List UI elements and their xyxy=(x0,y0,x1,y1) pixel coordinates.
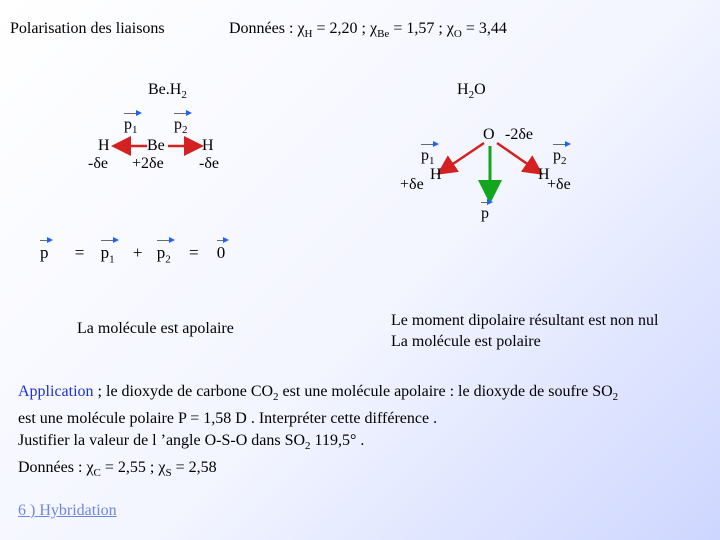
h2o-charge-right: +δe xyxy=(547,176,571,193)
h2o-h-right: H xyxy=(538,166,550,183)
h2o-o: O xyxy=(483,126,495,143)
application-label: Application xyxy=(18,383,94,400)
h2o-p-label: p xyxy=(481,205,489,222)
h2o-dipole-arrow-left xyxy=(441,143,484,172)
beh2-h-left: H xyxy=(98,137,110,154)
h2o-p1-label: $p_1$ xyxy=(421,147,435,168)
beh2-charge-right: -δe xyxy=(199,155,219,172)
hybridation-link[interactable]: 6 ) Hybridation xyxy=(18,502,117,519)
h2o-h-left: H xyxy=(430,166,442,183)
beh2-equation: $p = p_1 + p_2 = 0$ xyxy=(40,243,226,266)
beh2-be: Be xyxy=(147,137,165,154)
h2o-dipole-arrow-right xyxy=(497,143,539,172)
beh2-charge-center: +2δe xyxy=(132,155,164,172)
beh2-p2-label: $p_2$ xyxy=(174,116,188,137)
beh2-p1-label: $p_1$ xyxy=(124,116,138,137)
beh2-conclusion: La molécule est apolaire xyxy=(77,320,234,337)
h2o-conclusion: Le moment dipolaire résultant est non nul La molécule est polaire xyxy=(391,312,659,350)
application-text: Application ; le dioxyde de carbone $CO_2$ est une molécule apolaire : le dioxyde de soufre $SO_2$ est une molécule polaire P = 1,58 D . Interpréter cette différence . Justifier la valeur de l ’angle O-S-O dans $SO_2$ 119,5° . Données : $\chi_C = 2,55$ ; $\chi_S = 2,58$ xyxy=(18,383,619,480)
electronegativity-data: Données : $\chi_H = 2,20$ ; $\chi_{Be} = 1,57$ ; $\chi_O = 3,44$ xyxy=(229,20,507,41)
h2o-charge-left: +δe xyxy=(400,176,424,193)
h2o-title: $H_2O$ xyxy=(457,81,486,102)
page-title: Polarisation des liaisons xyxy=(10,20,165,37)
beh2-title: $Be.H_2$ xyxy=(148,81,187,102)
beh2-h-right: H xyxy=(202,137,214,154)
h2o-p2-label: $p_2$ xyxy=(553,147,567,168)
h2o-charge-o: -2δe xyxy=(505,126,533,143)
beh2-charge-left: -δe xyxy=(88,155,108,172)
